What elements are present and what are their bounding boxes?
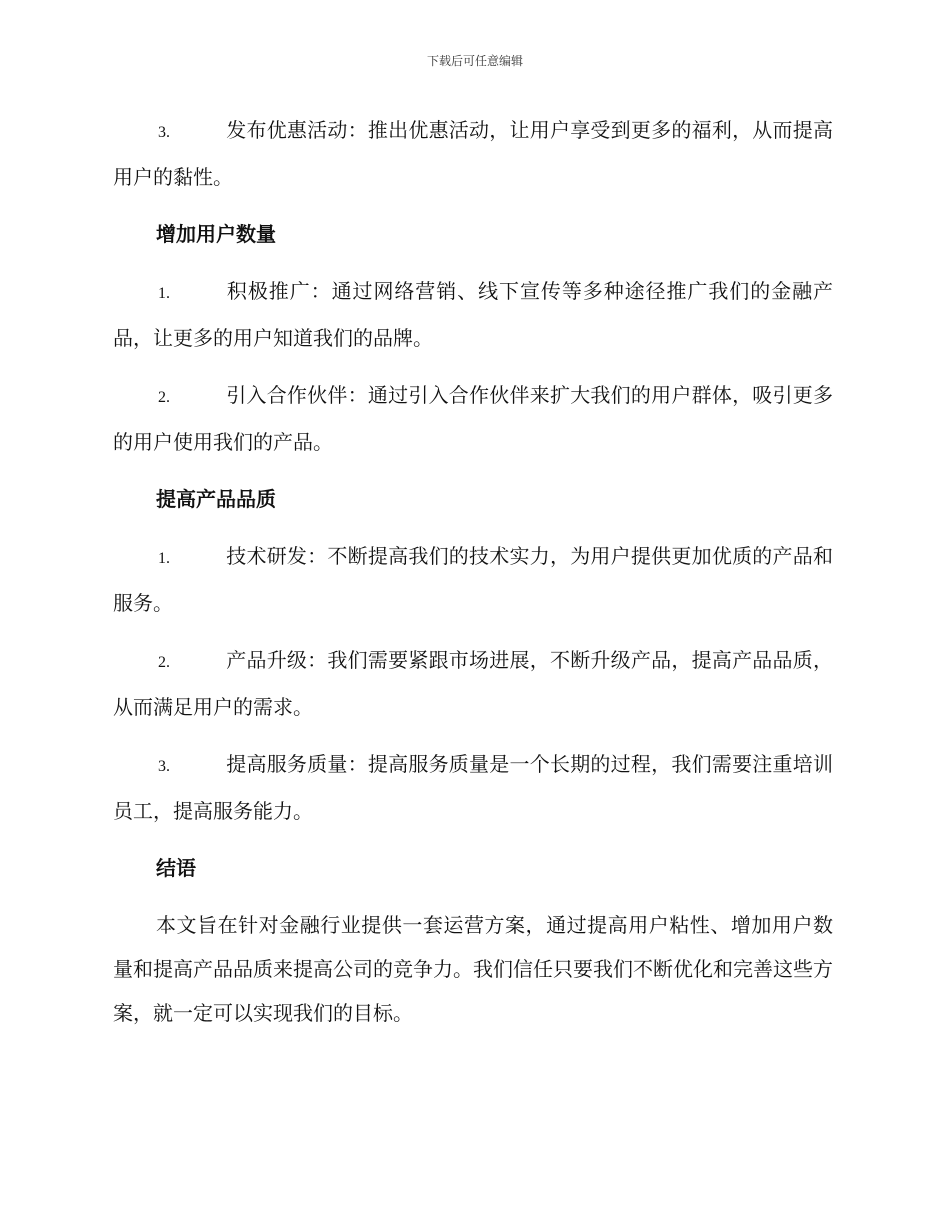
- list-item: [113, 742, 833, 833]
- list-item-text: 技术研发：不断提高我们的技术实力，为用户提供更加优质的产品和服务。: [113, 544, 833, 615]
- list-item-number: 2.: [158, 654, 170, 671]
- list-item-number: 3.: [158, 124, 170, 141]
- page-header-note: 下载后可任意编辑: [426, 54, 523, 68]
- list-item-number: 3.: [158, 758, 170, 775]
- list-item-text: 积极推广：通过网络营销、线下宣传等多种途径推广我们的金融产品，让更多的用户知道我们的品牌。: [113, 279, 833, 350]
- list-item: [113, 638, 833, 729]
- section-heading-increase-users: 增加用户数量: [156, 222, 276, 246]
- list-item-number: 1.: [158, 550, 170, 567]
- list-item: [113, 269, 833, 360]
- list-item-text: 引入合作伙伴：通过引入合作伙伴来扩大我们的用户群体，吸引更多的用户使用我们的产品。: [113, 383, 833, 454]
- list-item: [113, 534, 833, 625]
- section-heading-conclusion: 结语: [156, 856, 196, 880]
- list-item-text: 产品升级：我们需要紧跟市场进展，不断升级产品，提高产品品质，从而满足用户的需求。: [113, 648, 833, 719]
- list-item-text: 提高服务质量：提高服务质量是一个长期的过程，我们需要注重培训员工，提高服务能力。: [113, 752, 833, 823]
- list-item-number: 2.: [158, 389, 170, 406]
- list-item: [113, 108, 833, 199]
- list-item-number: 1.: [158, 285, 170, 302]
- list-item-text: 发布优惠活动：推出优惠活动，让用户享受到更多的福利，从而提高用户的黏性。: [113, 118, 833, 189]
- list-item: [113, 373, 833, 464]
- conclusion-paragraph: 本文旨在针对金融行业提供一套运营方案，通过提高用户粘性、增加用户数量和提高产品品质来提高公司的竞争力。我们信任只要我们不断优化和完善这些方案，就一定可以实现我们的目标。: [113, 913, 833, 1025]
- section-heading-product-quality: 提高产品品质: [156, 487, 276, 511]
- document-body: [113, 108, 833, 1035]
